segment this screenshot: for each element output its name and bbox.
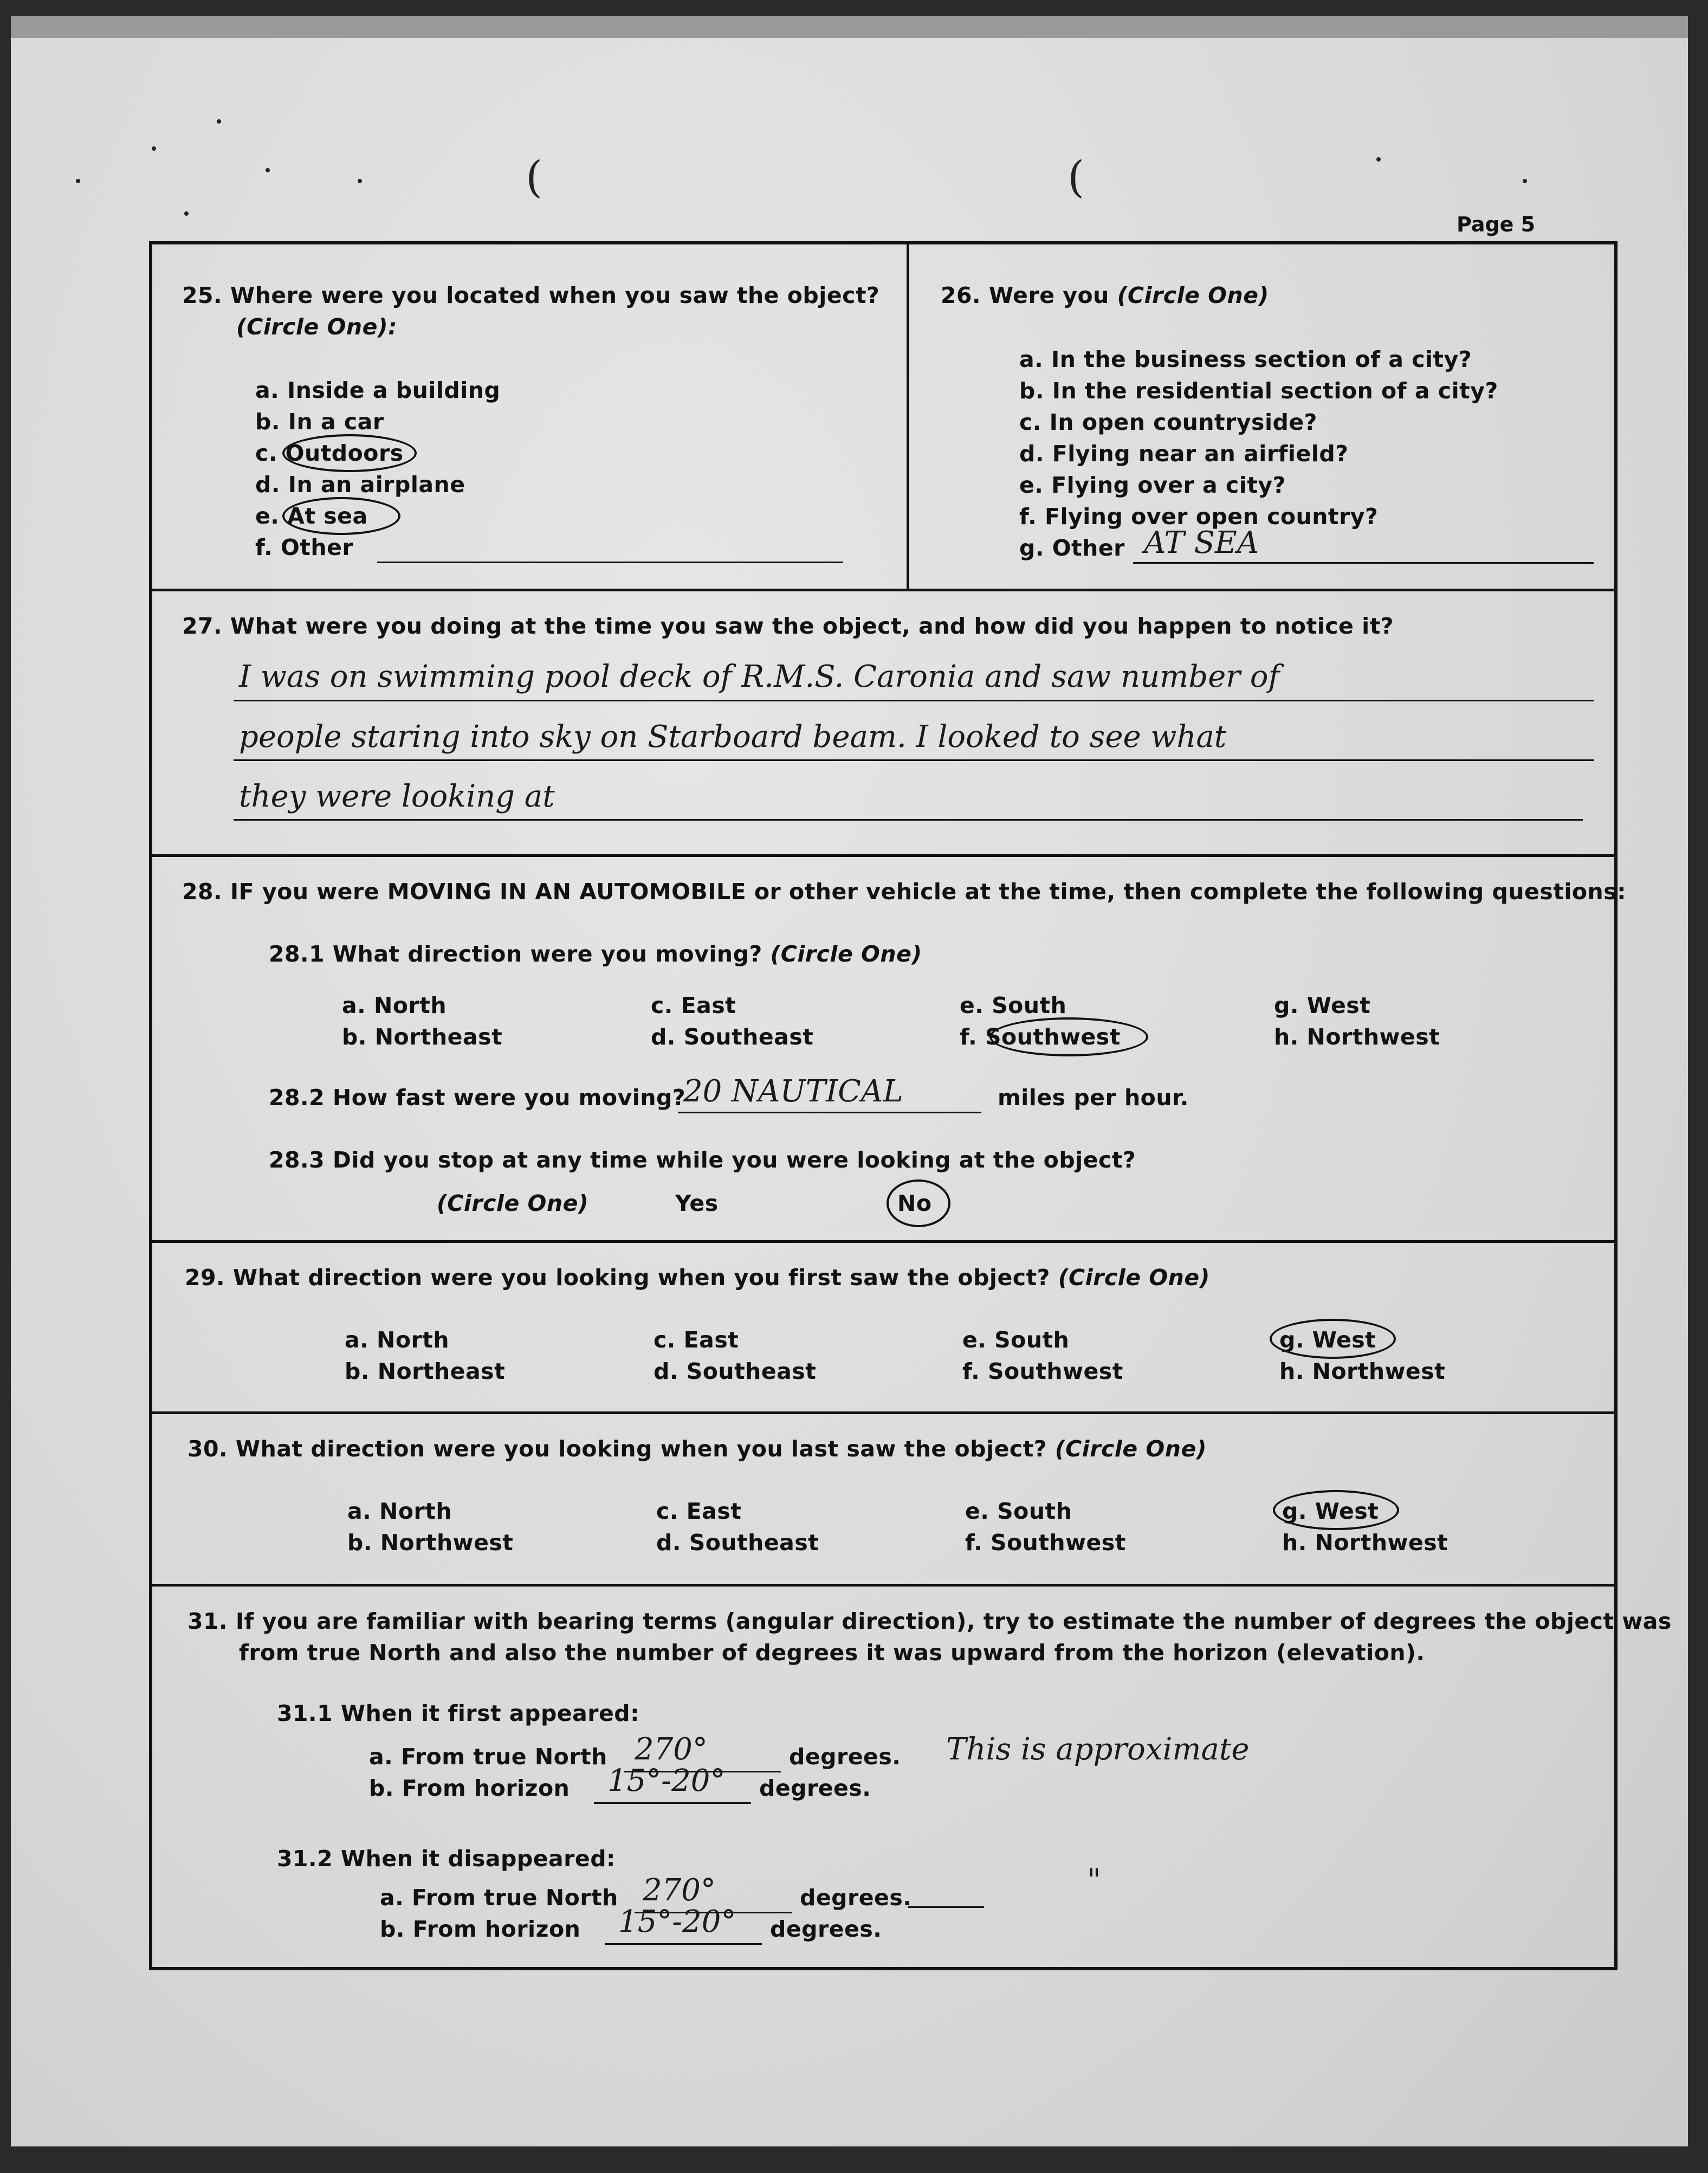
- page-number: Page 5: [1457, 212, 1536, 236]
- q31-2-north-degrees: degrees.: [800, 1885, 912, 1911]
- q31-1-horizon-label: b. From horizon: [369, 1775, 570, 1801]
- q25-option-e[interactable]: e. At sea: [255, 503, 368, 529]
- report-form: [149, 241, 1672, 1970]
- q31-2-north-answer[interactable]: 270°: [643, 1873, 716, 1908]
- section-29: [152, 1243, 1614, 1414]
- q29-circle-west: [1270, 1319, 1396, 1359]
- q31-2-ditto[interactable]: ": [1087, 1863, 1101, 1898]
- q28-3-question: 28.3 Did you stop at any time while you were looking at the object?: [269, 1147, 1136, 1173]
- q28-2-suffix: miles per hour.: [998, 1085, 1189, 1111]
- q28-2-speed-line: [678, 1112, 981, 1113]
- q31-1-north-degrees: degrees.: [789, 1744, 901, 1770]
- q31-line-2: from true North and also the number of degrees it was upward from the horizon (elevation).: [239, 1640, 1425, 1666]
- q31-2-heading: 31.2 When it disappeared:: [277, 1846, 616, 1872]
- q26-other-answer[interactable]: AT SEA: [1144, 525, 1259, 560]
- q26-option-f[interactable]: f. Flying over open country?: [1019, 504, 1379, 530]
- q31-2-horizon-line: [605, 1943, 762, 1945]
- q28-1-question: 28.1 What direction were you moving? (Circle One): [269, 941, 922, 967]
- q28-intro: 28. IF you were MOVING IN AN AUTOMOBILE or other vehicle at the time, then complete the following questions:: [182, 879, 1627, 905]
- left-paren: (: [526, 152, 543, 202]
- q26-option-c[interactable]: c. In open countryside?: [1019, 409, 1317, 435]
- section-27: [152, 591, 1614, 857]
- q28-dir-g[interactable]: g. West: [1274, 992, 1371, 1018]
- q28-dir-h[interactable]: h. Northwest: [1274, 1024, 1440, 1050]
- q30-question: 30. What direction were you looking when you last saw the object? (Circle One): [187, 1436, 1207, 1462]
- scan-speck: [76, 179, 80, 183]
- scan-speck: [358, 179, 362, 183]
- q30-dir-g[interactable]: g. West: [1282, 1498, 1379, 1524]
- q25-option-b[interactable]: b. In a car: [255, 409, 384, 435]
- q28-dir-b[interactable]: b. Northeast: [342, 1024, 503, 1050]
- q30-circle-west: [1273, 1490, 1399, 1530]
- q27-line-3: [234, 819, 1583, 821]
- q25-other-line: [377, 562, 843, 563]
- q27-answer-line-2[interactable]: people staring into sky on Starboard beam. I looked to see what: [239, 719, 1227, 755]
- q29-dir-c[interactable]: c. East: [654, 1327, 739, 1353]
- q28-3-yes[interactable]: Yes: [675, 1190, 719, 1216]
- q26-question: 26. Were you (Circle One): [941, 282, 1269, 308]
- q30-dir-d[interactable]: d. Southeast: [656, 1530, 819, 1556]
- q28-dir-d[interactable]: d. Southeast: [651, 1024, 814, 1050]
- q26-other-line: [1133, 562, 1594, 564]
- q30-dir-e[interactable]: e. South: [965, 1498, 1072, 1524]
- q29-question: 29. What direction were you looking when you first saw the object? (Circle One): [185, 1265, 1210, 1291]
- q25-question: 25. Where were you located when you saw the object?: [182, 282, 880, 308]
- q25-option-c[interactable]: c. Outdoors: [255, 440, 404, 466]
- q31-1-horizon-line: [594, 1802, 751, 1804]
- scan-speck: [1523, 179, 1527, 183]
- q31-1-heading: 31.1 When it first appeared:: [277, 1700, 640, 1726]
- q28-dir-e[interactable]: e. South: [960, 992, 1067, 1018]
- scan-speck: [266, 168, 270, 172]
- q27-answer-line-3[interactable]: they were looking at: [239, 779, 555, 814]
- q28-dir-c[interactable]: c. East: [651, 992, 736, 1018]
- q28-3-circle-no: [887, 1179, 950, 1227]
- q29-dir-f[interactable]: f. Southwest: [962, 1358, 1123, 1384]
- column-divider: [907, 244, 909, 591]
- scan-speck: [217, 119, 221, 124]
- q28-dir-a[interactable]: a. North: [342, 992, 447, 1018]
- q26-option-g[interactable]: g. Other: [1019, 535, 1125, 561]
- q25-option-d[interactable]: d. In an airplane: [255, 472, 465, 498]
- scan-top-edge: [11, 16, 1688, 38]
- q28-dir-f[interactable]: f. Southwest: [960, 1024, 1121, 1050]
- q29-dir-b[interactable]: b. Northeast: [345, 1358, 506, 1384]
- q25-sub: (Circle One):: [236, 314, 398, 340]
- q31-2-dash: [908, 1906, 984, 1908]
- q31-2-horizon-degrees: degrees.: [770, 1916, 882, 1942]
- q28-2-speed-answer[interactable]: 20 NAUTICAL: [683, 1074, 903, 1109]
- scan-speck: [1376, 157, 1381, 162]
- q30-dir-a[interactable]: a. North: [347, 1498, 452, 1524]
- q25-option-a[interactable]: a. Inside a building: [255, 377, 501, 403]
- q25-circle-outdoors: [282, 434, 417, 472]
- q28-3-no[interactable]: No: [897, 1190, 932, 1216]
- q31-line-1: 31. If you are familiar with bearing terms (angular direction), try to estimate the number of degrees the object was: [187, 1608, 1672, 1634]
- q31-1-note[interactable]: This is approximate: [946, 1732, 1250, 1767]
- q25-circle-at-sea: [282, 497, 400, 535]
- q26-option-d[interactable]: d. Flying near an airfield?: [1019, 441, 1349, 467]
- q30-dir-c[interactable]: c. East: [656, 1498, 742, 1524]
- q26-option-b[interactable]: b. In the residential section of a city?: [1019, 378, 1498, 404]
- section-25-26: [152, 244, 1614, 591]
- q27-question: 27. What were you doing at the time you saw the object, and how did you happen to notice it?: [182, 613, 1394, 639]
- q29-dir-h[interactable]: h. Northwest: [1279, 1358, 1446, 1384]
- scan-speck: [184, 211, 189, 216]
- q27-line-2: [234, 759, 1594, 761]
- q26-option-e[interactable]: e. Flying over a city?: [1019, 472, 1286, 498]
- q29-dir-e[interactable]: e. South: [962, 1327, 1070, 1353]
- q28-circle-southwest: [989, 1017, 1148, 1056]
- q26-option-a[interactable]: a. In the business section of a city?: [1019, 346, 1472, 372]
- section-31: [152, 1587, 1672, 1970]
- q30-dir-b[interactable]: b. Northwest: [347, 1530, 514, 1556]
- q25-option-f[interactable]: f. Other: [255, 534, 354, 560]
- section-30: [152, 1414, 1614, 1587]
- q31-1-horizon-degrees: degrees.: [759, 1775, 871, 1801]
- q29-dir-a[interactable]: a. North: [345, 1327, 450, 1353]
- q30-dir-h[interactable]: h. Northwest: [1282, 1530, 1448, 1556]
- q30-dir-f[interactable]: f. Southwest: [965, 1530, 1126, 1556]
- q31-2-north-label: a. From true North: [380, 1885, 618, 1911]
- q31-1-horizon-answer[interactable]: 15°-20°: [607, 1763, 726, 1798]
- section-28: [152, 857, 1627, 1243]
- scan-speck: [152, 146, 156, 151]
- q31-1-north-label: a. From true North: [369, 1744, 607, 1770]
- q28-3-circle-one: (Circle One): [437, 1190, 589, 1216]
- q29-dir-d[interactable]: d. Southeast: [654, 1358, 817, 1384]
- document-page: [11, 16, 1688, 2146]
- right-paren: (: [1068, 152, 1085, 202]
- q29-dir-g[interactable]: g. West: [1279, 1327, 1376, 1353]
- q31-1-north-answer[interactable]: 270°: [635, 1732, 708, 1767]
- q28-2-question: 28.2 How fast were you moving?: [269, 1085, 686, 1111]
- q27-answer-line-1[interactable]: I was on swimming pool deck of R.M.S. Caronia and saw number of: [239, 659, 1280, 694]
- q27-line-1: [234, 700, 1594, 701]
- q31-2-horizon-answer[interactable]: 15°-20°: [618, 1904, 736, 1939]
- q31-2-horizon-label: b. From horizon: [380, 1916, 581, 1942]
